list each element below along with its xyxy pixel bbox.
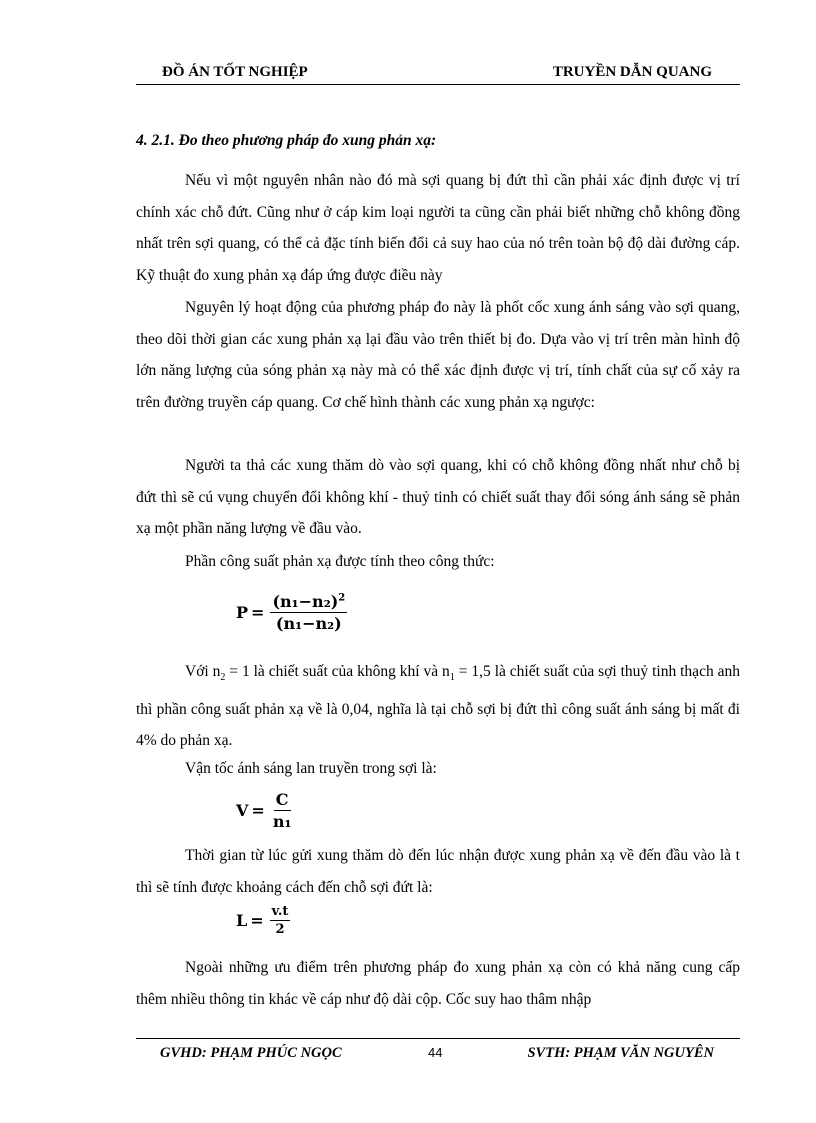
formula-1-numerator [270, 592, 347, 613]
formula-3-equals: = [250, 911, 264, 930]
formula-1-exponent: 2 [338, 592, 346, 604]
page-header [136, 62, 740, 85]
footer-advisor: GVHD: PHẠM PHÚC NGỌC [160, 1045, 342, 1061]
formula-distance [236, 904, 290, 937]
paragraph-8: Ngoài những ưu điểm trên phương pháp đo xung phản xạ còn có khả năng cung cấp thêm nhiều thông tin khác về cáp như độ dài cộp. Cốc suy hao thâm nhập [136, 959, 740, 1008]
formula-3-numerator: v.t [271, 904, 289, 919]
header-right-title: TRUYỀN DẪN QUANG [552, 64, 712, 80]
paragraph-7: Thời gian từ lúc gửi xung thăm dò đến lúc nhận được xung phản xạ về đến đầu vào là t thì sẽ tính được khoảng cách đến chỗ sợi đứt là: [136, 847, 740, 896]
formula-1-lhs: P [236, 603, 249, 622]
formula-1-fraction [270, 592, 347, 633]
paragraph-2: Nguyên lý hoạt động của phương pháp đo này là phốt cốc xung ánh sáng vào sợi quang, theo dõi thời gian các xung phản xạ lại đầu vào trên thiết bị đo. Dựa vào vị trí trên màn hình độ lớn năng lượng của sóng phản xạ này mà có thể xác định được vị trí, tính chất của sự cố xảy ra trên đường truyền cáp quang. Cơ chế hình thành các xung phản xạ ngược: [136, 299, 740, 411]
page-number: 44 [428, 1045, 443, 1060]
formula-3-lhs: L [236, 911, 248, 930]
p5-text-c: = 1,5 là chiết suất của sợi thuỷ tinh thạch anh thì phần công suất phản xạ về là 0,04, nghĩa là tại chỗ sợi bị đứt thì công suất ánh sáng bị mất đi 4% do phản xạ. [136, 663, 740, 750]
formula-1-denominator: (n₁−n₂) [275, 614, 342, 633]
paragraph-5 [136, 656, 740, 757]
p5-text-b: = 1 là chiết suất của không khí và n [225, 663, 450, 680]
formula-2-fraction [271, 790, 294, 831]
formula-2-lhs: V [236, 801, 249, 820]
paragraph-6: Vận tốc ánh sáng lan truyền trong sợi là: [185, 760, 437, 777]
p5-subscript-1: 2 [220, 672, 226, 684]
page-footer [136, 1038, 740, 1065]
formula-power-reflection [236, 592, 347, 633]
paragraph-1: Nếu vì một nguyên nhân nào đó mà sợi quang bị đứt thì cần phải xác định được vị trí chính xác chỗ đứt. Cũng như ở cáp kim loại người ta cũng cần phải biết những chỗ không đồng nhất trên sợi quang, có thể cả đặc tính biến đổi cả suy hao của nó trên toàn bộ độ dài đường cáp. Kỹ thuật đo xung phản xạ đáp ứng được điều này [136, 172, 740, 284]
p5-subscript-2: 1 [449, 672, 455, 684]
formula-1-numerator-text: (n₁−n₂) [272, 592, 339, 611]
paragraph-4: Phần công suất phản xạ được tính theo công thức: [185, 553, 495, 570]
formula-2-equals: = [251, 801, 265, 820]
formula-1-equals: = [251, 603, 265, 622]
paragraph-3: Người ta thả các xung thăm dò vào sợi quang, khi có chỗ không đồng nhất như chỗ bị đứt thì sẽ cú vụng chuyển đổi không khí - thuỷ tinh có chiết suất thay đổi sóng ánh sáng sẽ phản xạ một phần năng lượng về đầu vào. [136, 457, 740, 537]
formula-3-fraction [270, 904, 291, 937]
formula-3-denominator: 2 [275, 922, 285, 937]
formula-velocity [236, 790, 293, 831]
section-title: 4. 2.1. Đo theo phương pháp đo xung phản xạ: [136, 132, 437, 149]
header-left-title: ĐỒ ÁN TỐT NGHIỆP [162, 64, 308, 80]
footer-student: SVTH: PHẠM VĂN NGUYÊN [527, 1045, 714, 1061]
p5-text-a: Với n [185, 663, 221, 680]
formula-2-numerator: C [275, 790, 289, 809]
formula-2-denominator: n₁ [272, 812, 292, 831]
